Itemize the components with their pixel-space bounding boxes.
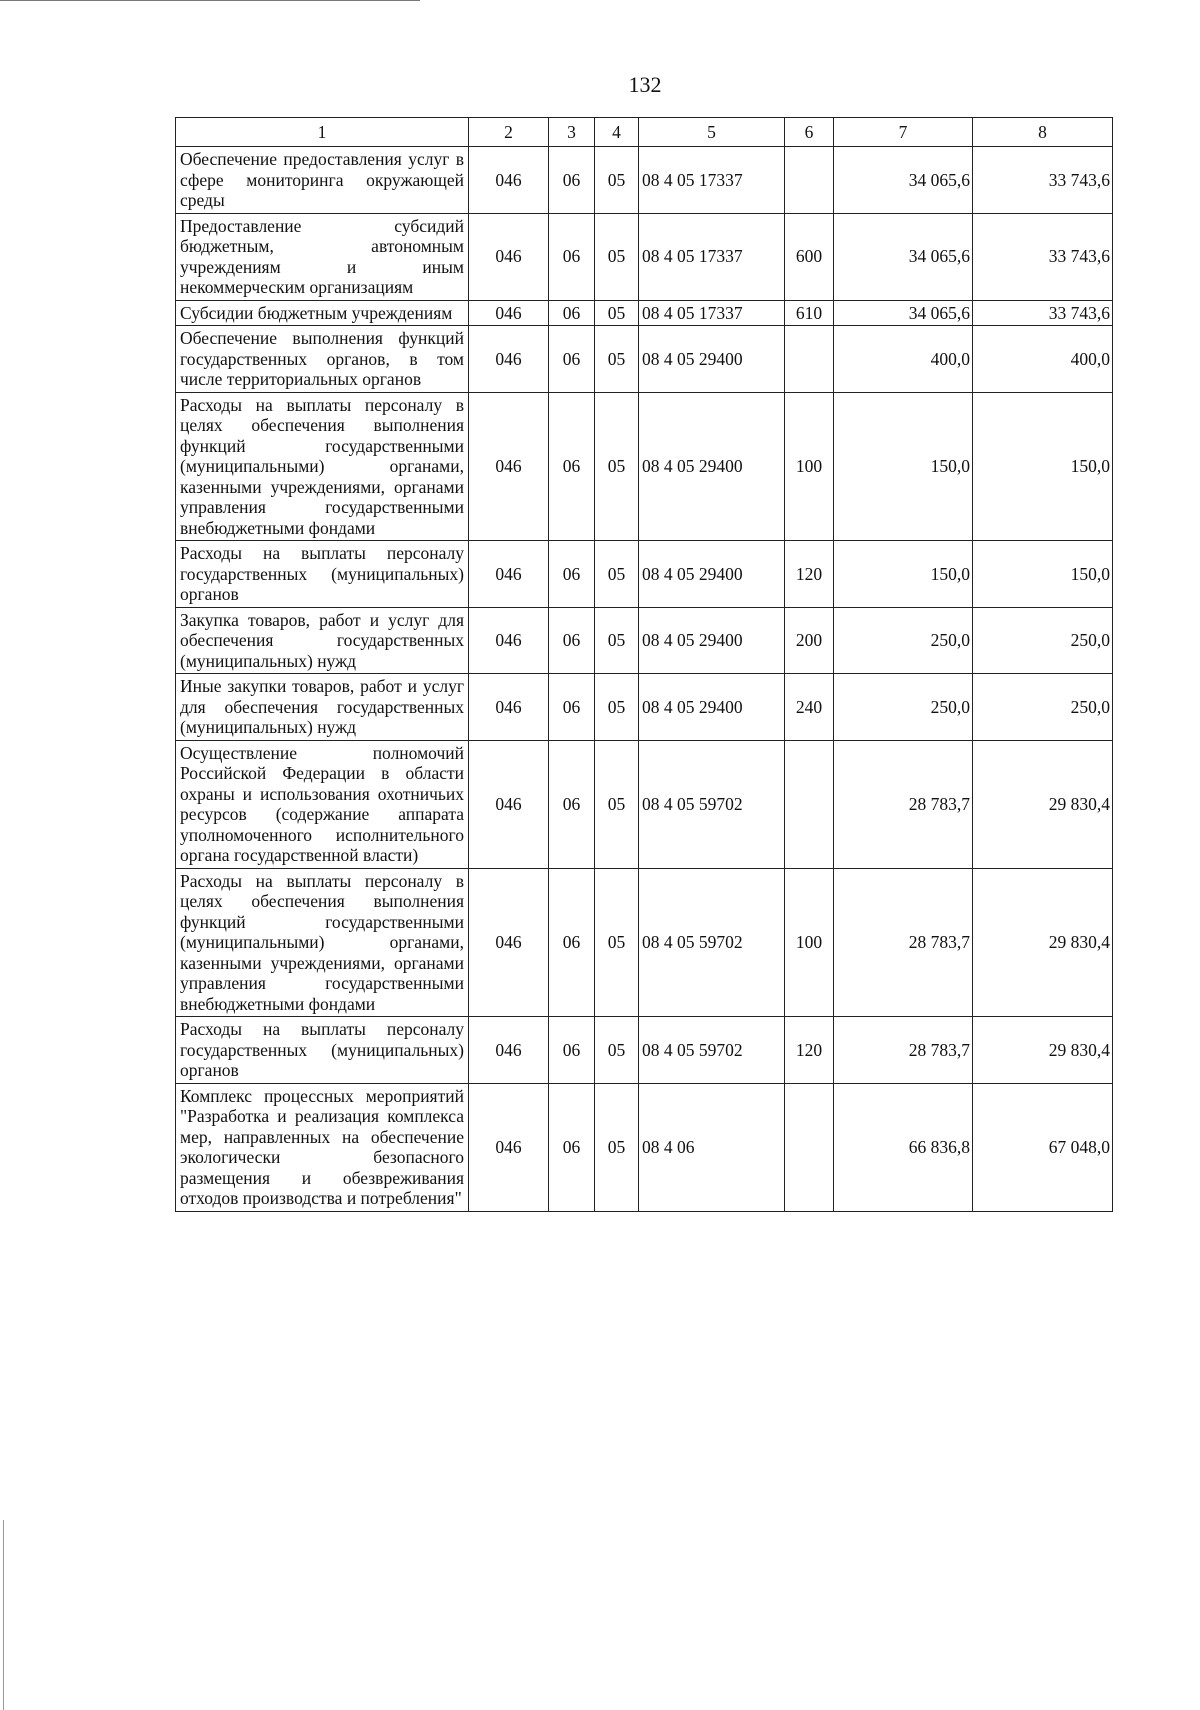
row-amount-year2: 250,0 [973, 607, 1113, 674]
row-amount-year2: 67 048,0 [973, 1083, 1113, 1211]
row-name: Субсидии бюджетным учреждениям [176, 300, 469, 326]
row-target-article: 08 4 05 29400 [639, 392, 785, 541]
page-number: 132 [628, 72, 662, 97]
row-target-article: 08 4 05 29400 [639, 326, 785, 393]
row-subsection: 05 [595, 1017, 639, 1084]
row-name: Иные закупки товаров, работ и услуг для обеспечения государственных (муниципальных) нужд [176, 674, 469, 741]
row-amount-year1: 34 065,6 [834, 147, 973, 214]
row-subsection: 05 [595, 868, 639, 1017]
row-section: 06 [549, 607, 595, 674]
row-amount-year2: 400,0 [973, 326, 1113, 393]
row-subsection: 05 [595, 607, 639, 674]
row-name: Комплекс процессных мероприятий "Разработка и реализация комплекса мер, направленных на обеспечение экологически безопасного размещения и обезвреживания отходов производства и потребления" [176, 1083, 469, 1211]
row-name: Расходы на выплаты персоналу в целях обеспечения выполнения функций государственными (муниципальными) органами, казенными учреждениями, органами управления государственными внебюджетными фондами [176, 392, 469, 541]
row-subsection: 05 [595, 213, 639, 300]
row-amount-year2: 29 830,4 [973, 1017, 1113, 1084]
row-ministry-code: 046 [469, 213, 549, 300]
column-header-4: 4 [595, 118, 639, 147]
row-section: 06 [549, 1083, 595, 1211]
row-ministry-code: 046 [469, 1017, 549, 1084]
row-expense-type: 120 [785, 1017, 834, 1084]
row-amount-year2: 33 743,6 [973, 213, 1113, 300]
table-row [176, 740, 1113, 868]
row-amount-year1: 28 783,7 [834, 868, 973, 1017]
row-amount-year2: 250,0 [973, 674, 1113, 741]
row-amount-year1: 250,0 [834, 607, 973, 674]
table-row [176, 213, 1113, 300]
table-row [176, 147, 1113, 214]
column-header-8: 8 [973, 118, 1113, 147]
row-section: 06 [549, 674, 595, 741]
row-amount-year2: 33 743,6 [973, 147, 1113, 214]
row-amount-year2: 33 743,6 [973, 300, 1113, 326]
table-row [176, 392, 1113, 541]
table-row [176, 607, 1113, 674]
row-ministry-code: 046 [469, 674, 549, 741]
row-amount-year1: 66 836,8 [834, 1083, 973, 1211]
row-expense-type: 610 [785, 300, 834, 326]
row-section: 06 [549, 541, 595, 608]
table-row [176, 541, 1113, 608]
row-expense-type: 600 [785, 213, 834, 300]
row-target-article: 08 4 05 29400 [639, 541, 785, 608]
row-name: Осуществление полномочий Российской Федерации в области охраны и использования охотничьих ресурсов (содержание аппарата уполномоченного исполнительного органа государственной власти) [176, 740, 469, 868]
row-subsection: 05 [595, 326, 639, 393]
row-target-article: 08 4 05 29400 [639, 674, 785, 741]
row-subsection: 05 [595, 1083, 639, 1211]
row-ministry-code: 046 [469, 326, 549, 393]
row-ministry-code: 046 [469, 1083, 549, 1211]
row-ministry-code: 046 [469, 740, 549, 868]
table-row [176, 674, 1113, 741]
row-expense-type [785, 326, 834, 393]
row-expense-type: 100 [785, 868, 834, 1017]
row-name: Расходы на выплаты персоналу государственных (муниципальных) органов [176, 1017, 469, 1084]
row-subsection: 05 [595, 674, 639, 741]
column-header-5: 5 [639, 118, 785, 147]
row-name: Закупка товаров, работ и услуг для обеспечения государственных (муниципальных) нужд [176, 607, 469, 674]
row-section: 06 [549, 1017, 595, 1084]
row-section: 06 [549, 326, 595, 393]
row-name: Расходы на выплаты персоналу в целях обеспечения выполнения функций государственными (муниципальными) органами, казенными учреждениями, органами управления государственными внебюджетными фондами [176, 868, 469, 1017]
row-target-article: 08 4 05 59702 [639, 740, 785, 868]
row-amount-year1: 150,0 [834, 541, 973, 608]
row-target-article: 08 4 05 59702 [639, 868, 785, 1017]
row-amount-year1: 150,0 [834, 392, 973, 541]
row-expense-type: 200 [785, 607, 834, 674]
row-ministry-code: 046 [469, 541, 549, 608]
row-amount-year1: 34 065,6 [834, 213, 973, 300]
row-target-article: 08 4 05 29400 [639, 607, 785, 674]
row-amount-year1: 28 783,7 [834, 740, 973, 868]
table-row [176, 1017, 1113, 1084]
table-row [176, 868, 1113, 1017]
table-header-row [176, 118, 1113, 147]
row-amount-year1: 400,0 [834, 326, 973, 393]
row-expense-type: 120 [785, 541, 834, 608]
scan-margin-line [3, 1520, 4, 1710]
row-ministry-code: 046 [469, 147, 549, 214]
row-target-article: 08 4 05 59702 [639, 1017, 785, 1084]
row-section: 06 [549, 213, 595, 300]
row-section: 06 [549, 868, 595, 1017]
row-section: 06 [549, 740, 595, 868]
row-subsection: 05 [595, 541, 639, 608]
row-name: Обеспечение выполнения функций государственных органов, в том числе территориальных органов [176, 326, 469, 393]
row-amount-year1: 28 783,7 [834, 1017, 973, 1084]
row-target-article: 08 4 05 17337 [639, 147, 785, 214]
scan-edge-line [0, 0, 420, 1]
row-ministry-code: 046 [469, 868, 549, 1017]
row-section: 06 [549, 147, 595, 214]
row-expense-type: 100 [785, 392, 834, 541]
row-ministry-code: 046 [469, 300, 549, 326]
column-header-2: 2 [469, 118, 549, 147]
row-target-article: 08 4 05 17337 [639, 213, 785, 300]
table-row [176, 326, 1113, 393]
row-name: Предоставление субсидий бюджетным, автономным учреждениям и иным некоммерческим организациям [176, 213, 469, 300]
column-header-6: 6 [785, 118, 834, 147]
row-subsection: 05 [595, 392, 639, 541]
table-row [176, 1083, 1113, 1211]
row-ministry-code: 046 [469, 607, 549, 674]
table-row [176, 300, 1113, 326]
row-amount-year1: 34 065,6 [834, 300, 973, 326]
row-amount-year2: 150,0 [973, 541, 1113, 608]
column-header-7: 7 [834, 118, 973, 147]
row-ministry-code: 046 [469, 392, 549, 541]
row-name: Расходы на выплаты персоналу государственных (муниципальных) органов [176, 541, 469, 608]
row-name: Обеспечение предоставления услуг в сфере мониторинга окружающей среды [176, 147, 469, 214]
row-subsection: 05 [595, 740, 639, 868]
row-subsection: 05 [595, 300, 639, 326]
row-expense-type [785, 1083, 834, 1211]
row-amount-year2: 29 830,4 [973, 868, 1113, 1017]
row-expense-type: 240 [785, 674, 834, 741]
column-header-3: 3 [549, 118, 595, 147]
row-section: 06 [549, 392, 595, 541]
row-amount-year2: 150,0 [973, 392, 1113, 541]
row-expense-type [785, 740, 834, 868]
budget-table [175, 117, 1113, 1212]
row-amount-year1: 250,0 [834, 674, 973, 741]
row-target-article: 08 4 06 [639, 1083, 785, 1211]
row-target-article: 08 4 05 17337 [639, 300, 785, 326]
column-header-1: 1 [176, 118, 469, 147]
row-subsection: 05 [595, 147, 639, 214]
row-expense-type [785, 147, 834, 214]
row-amount-year2: 29 830,4 [973, 740, 1113, 868]
row-section: 06 [549, 300, 595, 326]
